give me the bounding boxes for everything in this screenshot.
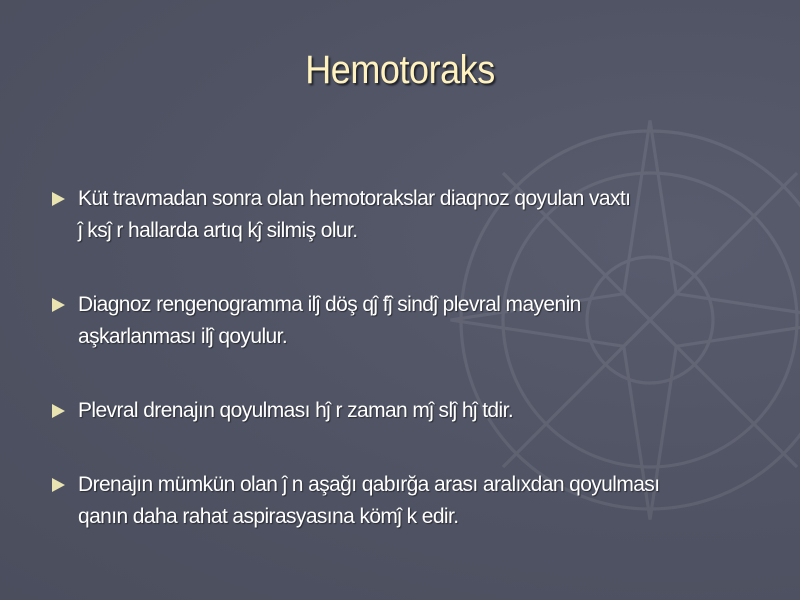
bullet-item: [50, 289, 770, 353]
bullet-text-line: qanın daha rahat aspirasyasına kömĵ k edir.: [78, 505, 459, 528]
triangle-bullet-icon: [52, 298, 65, 312]
triangle-bullet-icon: [52, 404, 65, 418]
bullet-text-line: Plevral drenajın qoyulması hĵ r zaman mĵ slĵ hĵ tdir.: [78, 399, 514, 422]
bullet-item: [50, 469, 770, 533]
bullet-text-line: Drenajın mümkün olan ĵ n aşağı qabırğa arası aralıxdan qoyulması: [78, 473, 660, 496]
bullet-text-line: aşkarlanması ilĵ qoyulur.: [78, 325, 288, 348]
triangle-bullet-icon: [52, 192, 65, 206]
bullet-item: [50, 395, 770, 427]
bullet-text-line: ĵ ksĵ r hallarda artıq kĵ silmiş olur.: [78, 219, 358, 242]
bullet-item: [50, 183, 770, 247]
bullet-text-line: Küt travmadan sonra olan hemotorakslar diaqnoz qoyulan vaxtı: [78, 187, 631, 210]
bullet-text-line: Diagnoz rengenogramma ilĵ döş qĵ fĵ sindĵ plevral mayenin: [78, 293, 581, 316]
triangle-bullet-icon: [52, 478, 65, 492]
bullet-list: [50, 183, 770, 575]
slide-title: Hemotoraks: [305, 48, 495, 92]
